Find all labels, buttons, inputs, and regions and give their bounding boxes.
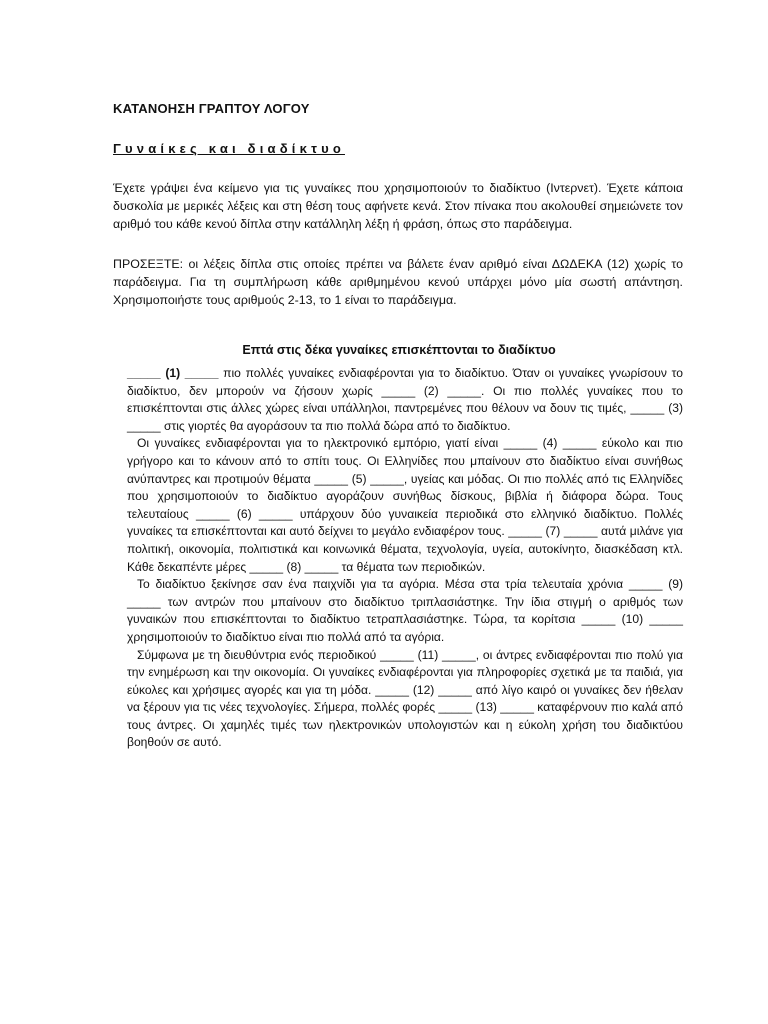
text-paragraph-1 xyxy=(127,365,683,435)
text-title: Επτά στις δέκα γυναίκες επισκέπτονται το διαδίκτυο xyxy=(242,343,556,357)
text-paragraph-4: Σύμφωνα με τη διευθύντρια ενός περιοδικού _____ (11) _____, οι άντρες ενδιαφέρονται πιο πολύ για την ενημέρωση και την οικονομία. Οι γυναίκες ενδιαφέρονται για πληροφορίες σχετικά με τα παιδιά, για εύκολες και χρήσιμες αγορές και για τη μόδα. _____ (12) _____ από λίγο καιρό οι γυναίκες δεν ήθελαν να ξέρουν για τις νέες τεχνολογίες. Σήμερα, πολλές φορές _____ (13) _____ καταφέρνουν πιο καλά από τους άντρες. Οι χαμηλές τιμές των ηλεκτρονικών υπολογιστών και η εύκολη χρήση του διαδικτύου βοηθούν σε αυτό. xyxy=(127,647,683,750)
text-body xyxy=(127,365,683,752)
attention-paragraph: ΠΡΟΣΕΞΤΕ: οι λέξεις δίπλα στις οποίες πρέπει να βάλετε έναν αριθμό είναι ΔΩΔΕΚΑ (12) χωρίς το παράδειγμα. Για τη συμπλήρωση κάθε αριθμημένου κενού υπάρχει μόνο μία σωστή απάντηση. Χρησιμοποιήστε τους αριθμούς 2-13, το 1 είναι το παράδειγμα. xyxy=(113,257,683,307)
text-paragraph-2: Οι γυναίκες ενδιαφέρονται για το ηλεκτρονικό εμπόριο, γιατί είναι _____ (4) _____ εύκολο και πιο γρήγορο και το κάνουν από το σπίτι τους. Οι Ελληνίδες που μπαίνουν στο διαδίκτυο είναι συνήθως ανύπαντρες και προτιμούν θέματα _____ (5) _____, υγείας και μόδας. Οι πιο πολλές από τις Ελληνίδες που χρησιμοποιούν το διαδίκτυο αγοράζουν συνήθως δίσκους, βιβλία ή διάφορα δώρα. Τους τελευταίους _____ (6) _____ υπάρχουν δύο γυναικεία περιοδικά στο ελληνικό διαδίκτυο. Πολλές γυναίκες τα επισκέπτονται και αυτό δείχνει το μεγάλο ενδιαφέρον τους. _____ (7) _____ αυτά μιλάνε για πολιτική, οικονομία, πολιτιστικά και κοινωνικά θέματα, τεχνολογία, υγεία, αυτοκίνητο, διασκέδαση κτλ. Κάθε δεκαπέντε μέρες _____ (8) _____ τα θέματα των περιοδικών. xyxy=(127,436,683,574)
text-paragraph-3: Το διαδίκτυο ξεκίνησε σαν ένα παιχνίδι για τα αγόρια. Μέσα στα τρία τελευταία χρόνια _____ (9) _____ των αντρών που μπαίνουν στο διαδίκτυο τριπλασιάστηκε. Την ίδια στιγμή ο αριθμός των γυναικών που επισκέπτονται το διαδίκτυο τετραπλασιάστηκε. Τώρα, τα κορίτσια _____ (10) _____ χρησιμοποιούν το διαδίκτυο είναι πιο πολλά από τα αγόρια. xyxy=(127,577,683,644)
document-heading: ΚΑΤΑΝΟΗΣΗ ΓΡΑΠΤΟΥ ΛΟΓΟΥ xyxy=(113,101,310,116)
instructions-paragraph: Έχετε γράψει ένα κείμενο για τις γυναίκες που χρησιμοποιούν το διαδίκτυο (Ιντερνετ). Έχετε κάποια δυσκολία με μερικές λέξεις και στη θέση τους αφήνετε κενά. Στον πίνακα που ακολουθεί σημειώνετε τον αριθμό του κάθε κενού δίπλα στην κατάλληλη λέξη ή φράση, όπως στο παράδειγμα. xyxy=(113,181,683,231)
paragraph-1-text: πιο πολλές γυναίκες ενδιαφέρονται για το διαδίκτυο. Όταν οι γυναίκες γνωρίσουν το διαδίκτυο, δεν μπορούν να ζήσουν χωρίς _____ (2) _____. Οι πιο πολλές γυναίκες που το επισκέπτονται στις άλλες χώρες είναι υπάλληλοι, παντρεμένες που θέλουν να δουν τις τιμές, _____ (3) _____ στις γιορτές θα αγοράσουν τα πιο πολλά δώρα από το διαδίκτυο. xyxy=(127,366,683,433)
document-subheading: Γυναίκες και διαδίκτυο xyxy=(113,141,345,156)
example-blank: _____ (1) _____ xyxy=(127,366,219,380)
